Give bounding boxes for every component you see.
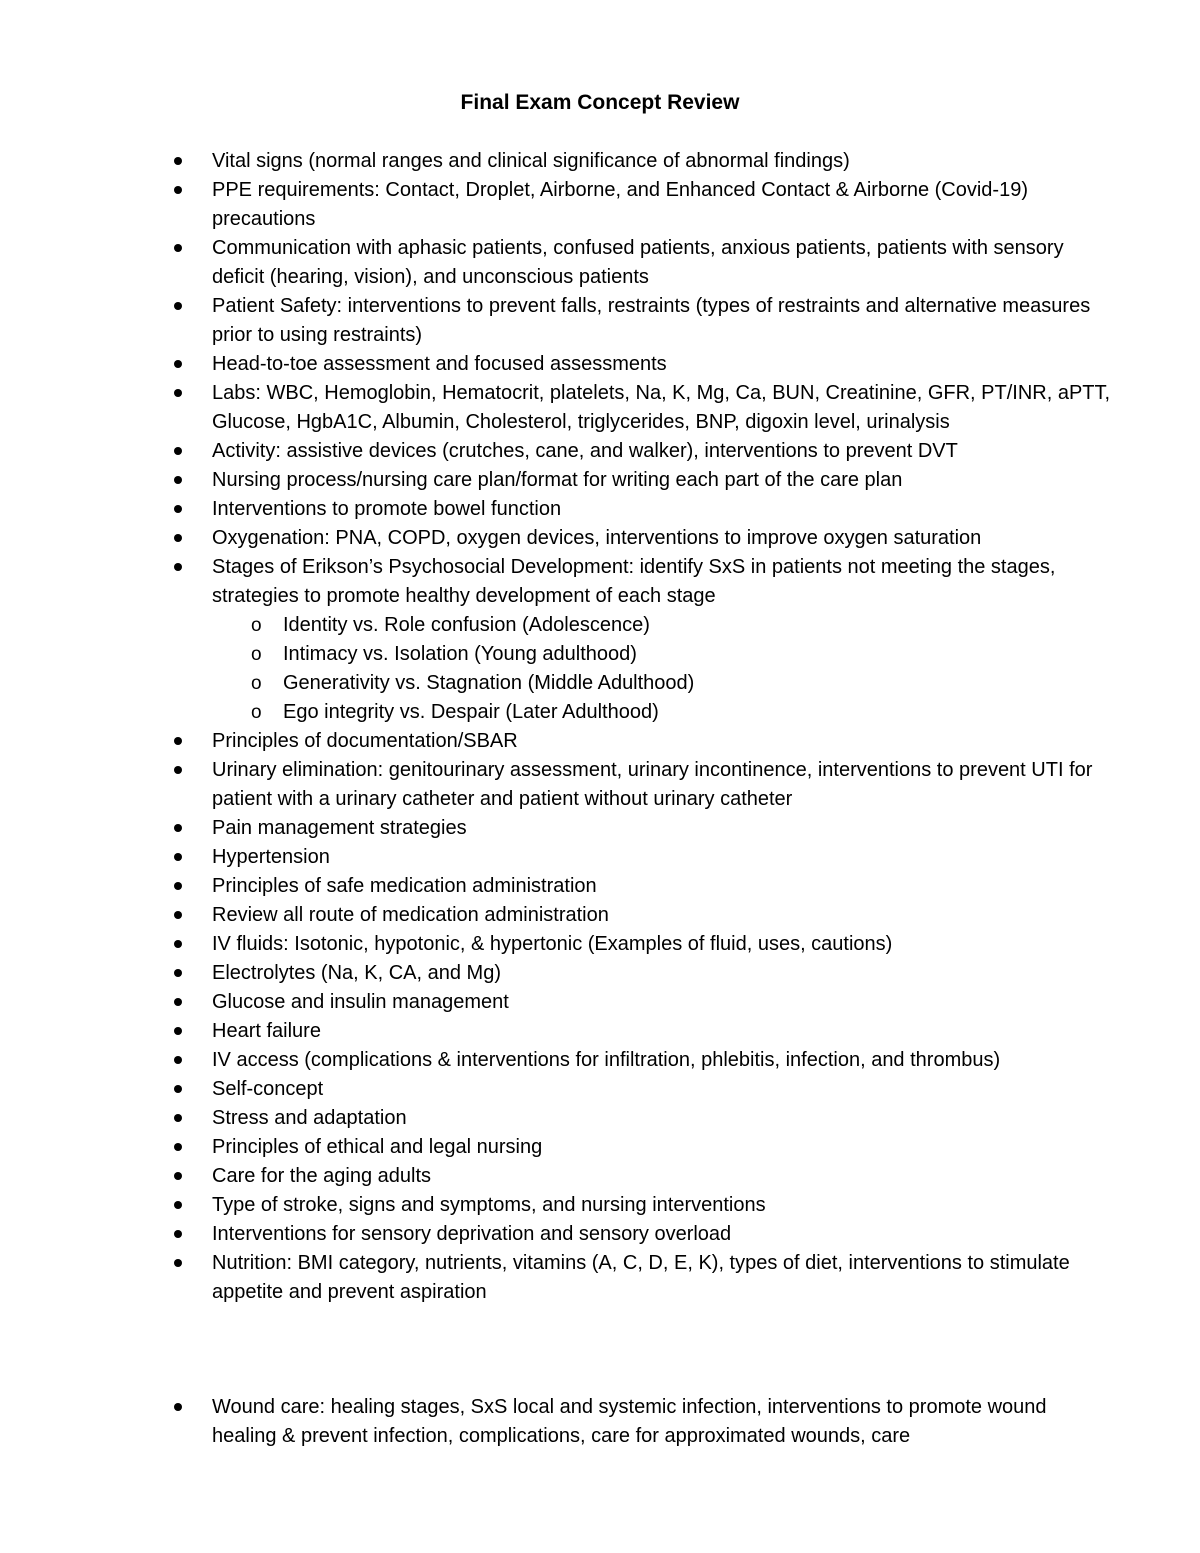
concept-list xyxy=(212,147,1112,1451)
list-item: IV access (complications & interventions for infiltration, phlebitis, infection, and thrombus) xyxy=(212,1046,1112,1075)
list-item: PPE requirements: Contact, Droplet, Airborne, and Enhanced Contact & Airborne (Covid-19) precautions xyxy=(212,176,1112,234)
list-item: Principles of safe medication administration xyxy=(212,872,1112,901)
list-item: Communication with aphasic patients, confused patients, anxious patients, patients with sensory deficit (hearing, vision), and unconscious patients xyxy=(212,234,1112,292)
sub-list-item: o Ego integrity vs. Despair (Later Adulthood) xyxy=(283,698,1112,727)
list-item: Type of stroke, signs and symptoms, and nursing interventions xyxy=(212,1191,1112,1220)
list-item: Nutrition: BMI category, nutrients, vitamins (A, C, D, E, K), types of diet, interventions to stimulate appetite and prevent aspiration xyxy=(212,1249,1112,1307)
sub-list-item: o Identity vs. Role confusion (Adolescence) xyxy=(283,611,1112,640)
list-item: Care for the aging adults xyxy=(212,1162,1112,1191)
erikson-stage-group xyxy=(212,611,1112,727)
list-item: Principles of ethical and legal nursing xyxy=(212,1133,1112,1162)
list-item: Review all route of medication administration xyxy=(212,901,1112,930)
sub-list-item: o Generativity vs. Stagnation (Middle Adulthood) xyxy=(283,669,1112,698)
list-item: Stress and adaptation xyxy=(212,1104,1112,1133)
list-item: Labs: WBC, Hemoglobin, Hematocrit, platelets, Na, K, Mg, Ca, BUN, Creatinine, GFR, PT/INR, aPTT, Glucose, HgbA1C, Albumin, Cholesterol, triglycerides, BNP, digoxin level, urinalysis xyxy=(212,379,1112,437)
page-title: Final Exam Concept Review xyxy=(460,91,740,114)
sub-list-item: o Intimacy vs. Isolation (Young adulthood) xyxy=(283,640,1112,669)
list-item: Pain management strategies xyxy=(212,814,1112,843)
list-item: Oxygenation: PNA, COPD, oxygen devices, interventions to improve oxygen saturation xyxy=(212,524,1112,553)
list-item: Hypertension xyxy=(212,843,1112,872)
erikson-stage-list xyxy=(212,611,1112,727)
list-item: Urinary elimination: genitourinary assessment, urinary incontinence, interventions to prevent UTI for patient with a urinary catheter and patient without urinary catheter xyxy=(212,756,1112,814)
list-item: Stages of Erikson’s Psychosocial Development: identify SxS in patients not meeting the stages, strategies to promote healthy development of each stage xyxy=(212,553,1112,611)
list-item: Activity: assistive devices (crutches, cane, and walker), interventions to prevent DVT xyxy=(212,437,1112,466)
list-item: IV fluids: Isotonic, hypotonic, & hypertonic (Examples of fluid, uses, cautions) xyxy=(212,930,1112,959)
list-item: Wound care: healing stages, SxS local and systemic infection, interventions to promote wound healing & prevent infection, complications, care for approximated wounds, care xyxy=(212,1393,1112,1451)
list-item: Glucose and insulin management xyxy=(212,988,1112,1017)
list-item: Electrolytes (Na, K, CA, and Mg) xyxy=(212,959,1112,988)
list-item: Head-to-toe assessment and focused assessments xyxy=(212,350,1112,379)
list-item: Patient Safety: interventions to prevent falls, restraints (types of restraints and alternative measures prior to using restraints) xyxy=(212,292,1112,350)
list-item: Vital signs (normal ranges and clinical significance of abnormal findings) xyxy=(212,147,1112,176)
list-item: Interventions to promote bowel function xyxy=(212,495,1112,524)
list-item: Self-concept xyxy=(212,1075,1112,1104)
list-item: Interventions for sensory deprivation and sensory overload xyxy=(212,1220,1112,1249)
list-item: Heart failure xyxy=(212,1017,1112,1046)
list-item: Principles of documentation/SBAR xyxy=(212,727,1112,756)
list-item: Nursing process/nursing care plan/format for writing each part of the care plan xyxy=(212,466,1112,495)
